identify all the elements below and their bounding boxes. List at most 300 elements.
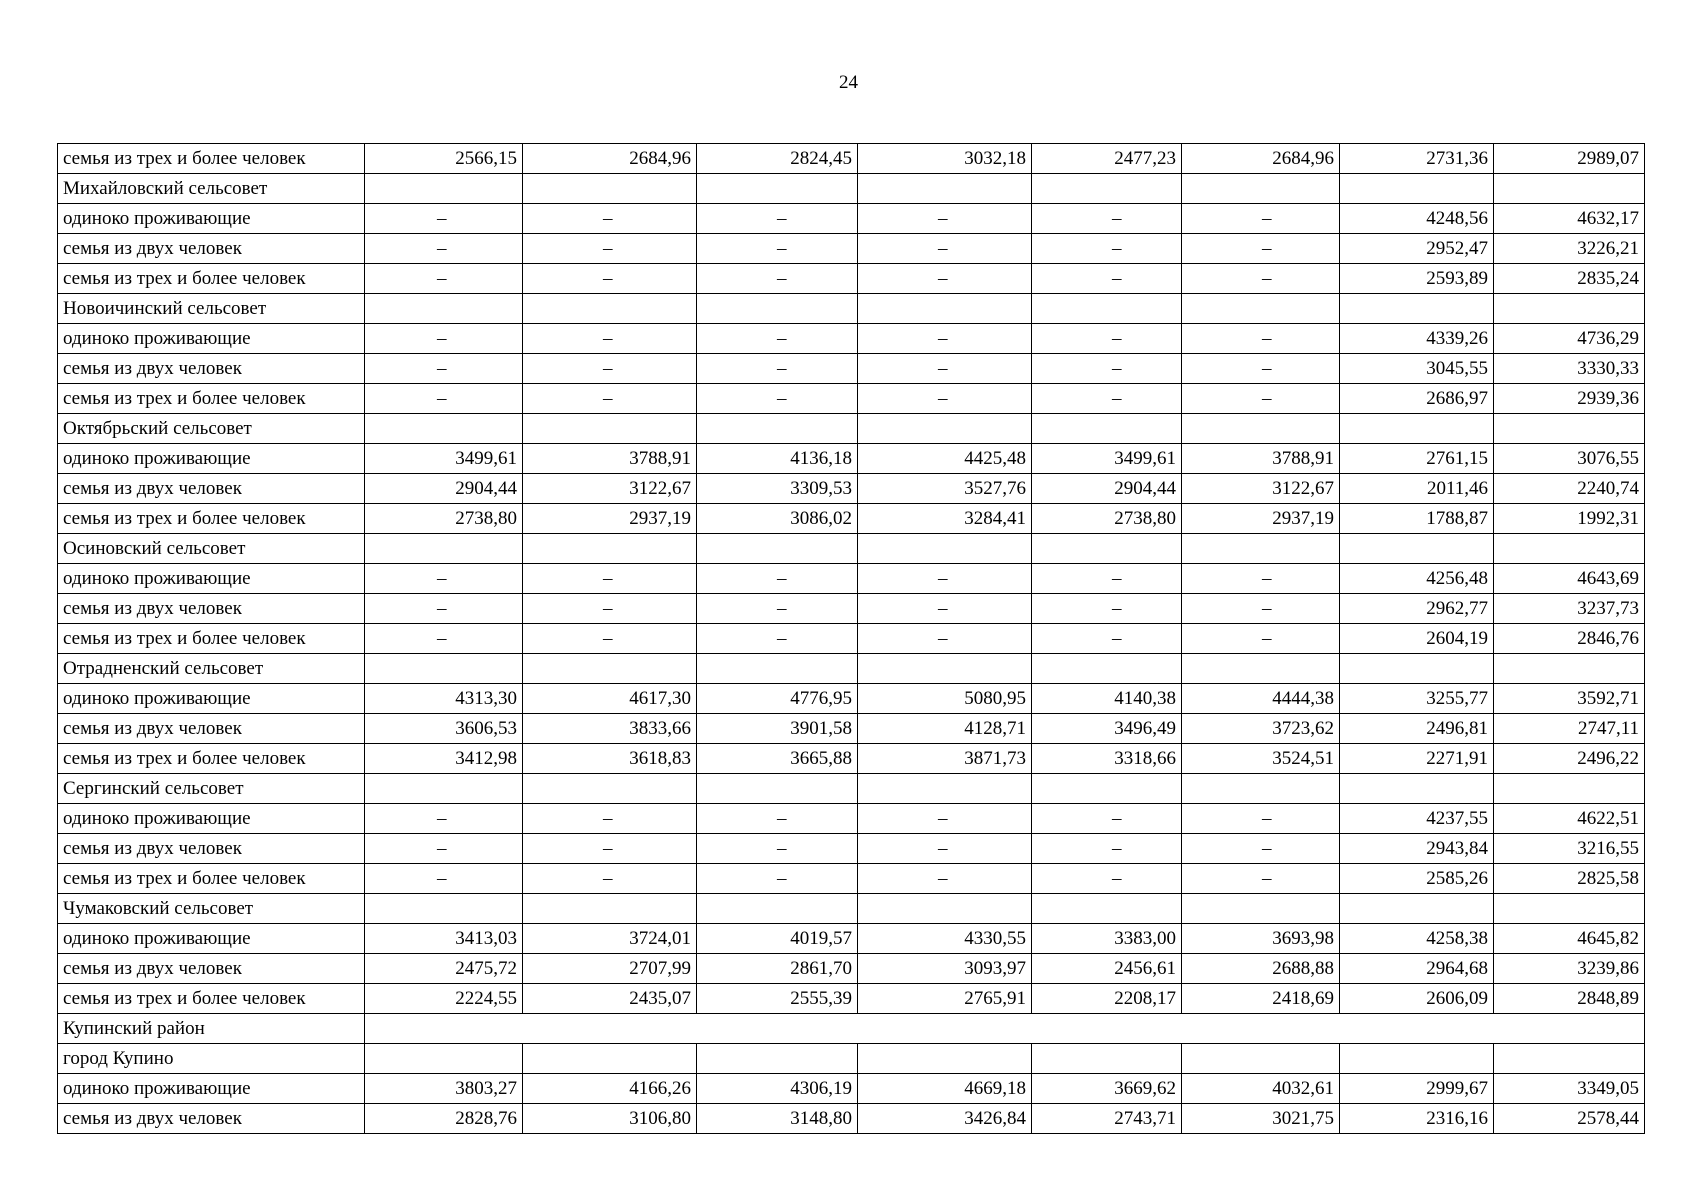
table-row [58,594,1645,624]
table-cell: 2593,89 [1340,264,1494,294]
district-row [58,1014,1645,1044]
empty-cell [697,894,858,924]
table-cell: 2738,80 [1032,504,1182,534]
table-cell: – [858,804,1032,834]
row-label: одиноко проживающие [58,804,365,834]
table-cell: 2937,19 [1182,504,1340,534]
table-cell: 3412,98 [365,744,523,774]
table-cell: – [858,204,1032,234]
section-name: Чумаковский сельсовет [58,894,365,924]
empty-cell [1032,174,1182,204]
table-cell: – [523,204,697,234]
table-cell: – [858,354,1032,384]
table-cell: – [697,384,858,414]
empty-cell [1182,294,1340,324]
table-cell: 3499,61 [1032,444,1182,474]
empty-cell [523,294,697,324]
table-cell: – [858,834,1032,864]
table-cell: – [1182,864,1340,894]
empty-cell [1182,174,1340,204]
table-cell: 3693,98 [1182,924,1340,954]
empty-cell [1494,294,1645,324]
table-row [58,204,1645,234]
table-cell: 4140,38 [1032,684,1182,714]
row-label: семья из двух человек [58,474,365,504]
table-cell: 4425,48 [858,444,1032,474]
table-cell: 3021,75 [1182,1104,1340,1134]
table-cell: – [365,234,523,264]
table-cell: 2224,55 [365,984,523,1014]
empty-cell [697,294,858,324]
table-cell: 4330,55 [858,924,1032,954]
table-cell: 4643,69 [1494,564,1645,594]
table-cell: 2999,67 [1340,1074,1494,1104]
row-label: семья из двух человек [58,234,365,264]
table-cell: – [365,864,523,894]
table-cell: 2937,19 [523,504,697,534]
table-cell: – [1032,564,1182,594]
table-cell: – [697,324,858,354]
empty-cell [1032,654,1182,684]
table-cell: – [1032,354,1182,384]
empty-cell [858,174,1032,204]
table-cell: 3833,66 [523,714,697,744]
empty-cell [858,1044,1032,1074]
table-cell: 3216,55 [1494,834,1645,864]
table-cell: 4136,18 [697,444,858,474]
table-cell: 3803,27 [365,1074,523,1104]
empty-cell [1494,774,1645,804]
table-cell: 3226,21 [1494,234,1645,264]
table-row [58,684,1645,714]
empty-cell [1182,774,1340,804]
table-row [58,474,1645,504]
row-label: одиноко проживающие [58,1074,365,1104]
table-cell: 3788,91 [1182,444,1340,474]
empty-cell [858,774,1032,804]
row-label: семья из трех и более человек [58,984,365,1014]
table-cell: 4248,56 [1340,204,1494,234]
table-cell: 3122,67 [523,474,697,504]
table-cell: – [1182,264,1340,294]
table-cell: – [1032,624,1182,654]
table-cell: 3606,53 [365,714,523,744]
table-cell: – [697,864,858,894]
table-cell: – [1182,594,1340,624]
section-header-row [58,414,1645,444]
table-cell: – [1032,204,1182,234]
table-cell: 3618,83 [523,744,697,774]
table-row [58,324,1645,354]
table-cell: – [1182,234,1340,264]
table-row [58,954,1645,984]
table-cell: 2743,71 [1032,1104,1182,1134]
table-cell: – [365,264,523,294]
table-cell: 2496,22 [1494,744,1645,774]
table-cell: 2904,44 [365,474,523,504]
table-cell: – [365,804,523,834]
table-cell: – [365,324,523,354]
table-row [58,444,1645,474]
table-cell: 2848,89 [1494,984,1645,1014]
table-cell: 2435,07 [523,984,697,1014]
section-header-row [58,1044,1645,1074]
row-label: одиноко проживающие [58,444,365,474]
table-cell: – [365,594,523,624]
empty-cell [1340,414,1494,444]
table-cell: – [365,204,523,234]
empty-cell [1340,294,1494,324]
empty-cell [523,534,697,564]
table-cell: 1992,31 [1494,504,1645,534]
table-cell: 4669,18 [858,1074,1032,1104]
row-label: одиноко проживающие [58,324,365,354]
table-cell: 3093,97 [858,954,1032,984]
empty-cell [858,414,1032,444]
empty-cell [1494,534,1645,564]
table-cell: 2707,99 [523,954,697,984]
empty-cell [523,414,697,444]
table-cell: 2688,88 [1182,954,1340,984]
table-cell: 4313,30 [365,684,523,714]
table-cell: 3330,33 [1494,354,1645,384]
table-cell: 2604,19 [1340,624,1494,654]
table-cell: – [858,324,1032,354]
table-cell: 2316,16 [1340,1104,1494,1134]
table-row [58,384,1645,414]
table-cell: – [858,234,1032,264]
table-cell: 4622,51 [1494,804,1645,834]
section-header-row [58,654,1645,684]
empty-cell [697,534,858,564]
empty-cell [858,654,1032,684]
table-cell: – [1182,624,1340,654]
table-cell: 3237,73 [1494,594,1645,624]
row-label: одиноко проживающие [58,564,365,594]
table-cell: 3592,71 [1494,684,1645,714]
table-cell: 2686,97 [1340,384,1494,414]
table-cell: – [1032,264,1182,294]
table-cell: 3724,01 [523,924,697,954]
table-row [58,834,1645,864]
section-name: город Купино [58,1044,365,1074]
empty-cell [858,894,1032,924]
row-label: семья из двух человек [58,354,365,384]
section-name: Осиновский сельсовет [58,534,365,564]
row-label: семья из трех и более человек [58,384,365,414]
empty-cell [1032,534,1182,564]
empty-cell [1032,1044,1182,1074]
table-cell: 3871,73 [858,744,1032,774]
row-label: семья из трех и более человек [58,264,365,294]
table-cell: 2765,91 [858,984,1032,1014]
table-cell: – [858,384,1032,414]
table-cell: 3665,88 [697,744,858,774]
table-cell: 2939,36 [1494,384,1645,414]
table-cell: 2578,44 [1494,1104,1645,1134]
table-cell: 4306,19 [697,1074,858,1104]
table-cell: – [858,864,1032,894]
empty-cell [1340,174,1494,204]
table-cell: 5080,95 [858,684,1032,714]
section-header-row [58,534,1645,564]
table-row [58,144,1645,174]
table-cell: 4339,26 [1340,324,1494,354]
table-cell: 3669,62 [1032,1074,1182,1104]
table-cell: 3076,55 [1494,444,1645,474]
table-cell: 3383,00 [1032,924,1182,954]
empty-cell [697,654,858,684]
table-cell: 2904,44 [1032,474,1182,504]
empty-cell [523,774,697,804]
empty-cell [697,774,858,804]
table-cell: 3045,55 [1340,354,1494,384]
row-label: семья из двух человек [58,1104,365,1134]
table-cell: 4632,17 [1494,204,1645,234]
merged-cell [365,1014,1645,1044]
empty-cell [858,534,1032,564]
table-cell: 4617,30 [523,684,697,714]
table-cell: 3032,18 [858,144,1032,174]
table-cell: 2477,23 [1032,144,1182,174]
table-cell: – [1182,204,1340,234]
table-cell: 2835,24 [1494,264,1645,294]
empty-cell [1032,414,1182,444]
table-row [58,714,1645,744]
table-cell: – [697,264,858,294]
table-cell: 4444,38 [1182,684,1340,714]
empty-cell [365,294,523,324]
table-cell: 2731,36 [1340,144,1494,174]
empty-cell [365,654,523,684]
row-label: одиноко проживающие [58,684,365,714]
table-cell: 2418,69 [1182,984,1340,1014]
table-row [58,1104,1645,1134]
table-cell: 4166,26 [523,1074,697,1104]
page-number: 24 [839,72,858,93]
empty-cell [1494,654,1645,684]
table-cell: 2496,81 [1340,714,1494,744]
table-cell: 4645,82 [1494,924,1645,954]
table-cell: 2846,76 [1494,624,1645,654]
table-cell: 3086,02 [697,504,858,534]
table-cell: – [1182,384,1340,414]
section-name: Новоичинский сельсовет [58,294,365,324]
table-cell: 1788,87 [1340,504,1494,534]
table-cell: – [697,804,858,834]
empty-cell [365,534,523,564]
table-cell: – [1032,594,1182,624]
table-cell: 4776,95 [697,684,858,714]
row-label: одиноко проживающие [58,204,365,234]
table-cell: 3122,67 [1182,474,1340,504]
table-cell: – [365,384,523,414]
table-cell: – [858,594,1032,624]
table-row [58,1074,1645,1104]
table-cell: – [523,564,697,594]
table-cell: 3901,58 [697,714,858,744]
table-cell: – [697,834,858,864]
table-cell: 3148,80 [697,1104,858,1134]
table-cell: – [365,624,523,654]
table-cell: 2606,09 [1340,984,1494,1014]
table-cell: – [523,354,697,384]
table-cell: – [1032,324,1182,354]
table-cell: 2271,91 [1340,744,1494,774]
table-cell: 4019,57 [697,924,858,954]
empty-cell [1340,654,1494,684]
table-row [58,234,1645,264]
table-cell: 4032,61 [1182,1074,1340,1104]
table-row [58,264,1645,294]
empty-cell [1494,174,1645,204]
section-name: Октябрьский сельсовет [58,414,365,444]
row-label: семья из двух человек [58,834,365,864]
table-cell: 3723,62 [1182,714,1340,744]
empty-cell [365,774,523,804]
table-cell: 3524,51 [1182,744,1340,774]
table-cell: 2989,07 [1494,144,1645,174]
empty-cell [1182,414,1340,444]
section-name: Отрадненский сельсовет [58,654,365,684]
table-cell: – [1182,354,1340,384]
table-cell: – [697,204,858,234]
table-cell: – [523,864,697,894]
table-cell: 3788,91 [523,444,697,474]
row-label: семья из трех и более человек [58,504,365,534]
table-cell: 2824,45 [697,144,858,174]
table-cell: – [523,234,697,264]
table-cell: 2738,80 [365,504,523,534]
table-cell: 2684,96 [523,144,697,174]
empty-cell [365,1044,523,1074]
table-cell: 3496,49 [1032,714,1182,744]
empty-cell [1340,774,1494,804]
empty-cell [1494,414,1645,444]
row-label: семья из двух человек [58,594,365,624]
empty-cell [523,894,697,924]
table-cell: 2585,26 [1340,864,1494,894]
empty-cell [365,414,523,444]
table-body [58,144,1645,1134]
table-row [58,924,1645,954]
table-cell: 2566,15 [365,144,523,174]
table-cell: – [697,624,858,654]
table-row [58,744,1645,774]
table-cell: 2943,84 [1340,834,1494,864]
table-cell: 3106,80 [523,1104,697,1134]
table-cell: 4237,55 [1340,804,1494,834]
table-cell: 3309,53 [697,474,858,504]
empty-cell [523,174,697,204]
empty-cell [523,654,697,684]
table-row [58,984,1645,1014]
tariff-table [57,143,1645,1134]
table-cell: 2952,47 [1340,234,1494,264]
table-cell: 3239,86 [1494,954,1645,984]
table-cell: – [523,384,697,414]
empty-cell [1182,534,1340,564]
table-cell: – [1032,804,1182,834]
row-label: семья из двух человек [58,954,365,984]
table-cell: 4736,29 [1494,324,1645,354]
empty-cell [523,1044,697,1074]
table-cell: 3255,77 [1340,684,1494,714]
table-cell: 3499,61 [365,444,523,474]
table-cell: 2964,68 [1340,954,1494,984]
table-cell: – [523,834,697,864]
table-cell: 2761,15 [1340,444,1494,474]
table-cell: – [1182,834,1340,864]
table-cell: 4258,38 [1340,924,1494,954]
table-cell: – [697,234,858,264]
row-label: семья из трех и более человек [58,144,365,174]
table-cell: – [365,834,523,864]
table-row [58,564,1645,594]
empty-cell [1032,774,1182,804]
table-cell: 2555,39 [697,984,858,1014]
table-cell: 4128,71 [858,714,1032,744]
district-name: Купинский район [58,1014,365,1044]
table-cell: 3426,84 [858,1104,1032,1134]
row-label: семья из двух человек [58,714,365,744]
table-cell: 3413,03 [365,924,523,954]
empty-cell [697,414,858,444]
section-header-row [58,894,1645,924]
table-cell: – [365,564,523,594]
table-cell: 3318,66 [1032,744,1182,774]
section-header-row [58,294,1645,324]
table-cell: – [1032,384,1182,414]
empty-cell [1340,1044,1494,1074]
row-label: одиноко проживающие [58,924,365,954]
table-cell: – [523,624,697,654]
table-cell: 3527,76 [858,474,1032,504]
table-cell: 2962,77 [1340,594,1494,624]
empty-cell [858,294,1032,324]
table-cell: 2011,46 [1340,474,1494,504]
table-cell: 2747,11 [1494,714,1645,744]
empty-cell [1032,894,1182,924]
empty-cell [1340,894,1494,924]
table-row [58,504,1645,534]
table-cell: – [697,594,858,624]
section-name: Михайловский сельсовет [58,174,365,204]
table-cell: 3349,05 [1494,1074,1645,1104]
section-name: Сергинский сельсовет [58,774,365,804]
table-cell: – [523,324,697,354]
table-row [58,804,1645,834]
empty-cell [365,894,523,924]
table-cell: 2240,74 [1494,474,1645,504]
table-cell: – [1032,834,1182,864]
table-cell: 2684,96 [1182,144,1340,174]
empty-cell [1182,1044,1340,1074]
empty-cell [697,174,858,204]
table-cell: – [858,264,1032,294]
table-row [58,864,1645,894]
empty-cell [1182,894,1340,924]
table-cell: 2208,17 [1032,984,1182,1014]
empty-cell [697,1044,858,1074]
table-cell: – [365,354,523,384]
table-cell: 4256,48 [1340,564,1494,594]
table-cell: 2456,61 [1032,954,1182,984]
table-cell: – [697,564,858,594]
empty-cell [1182,654,1340,684]
table-cell: – [1032,234,1182,264]
table-cell: – [523,594,697,624]
